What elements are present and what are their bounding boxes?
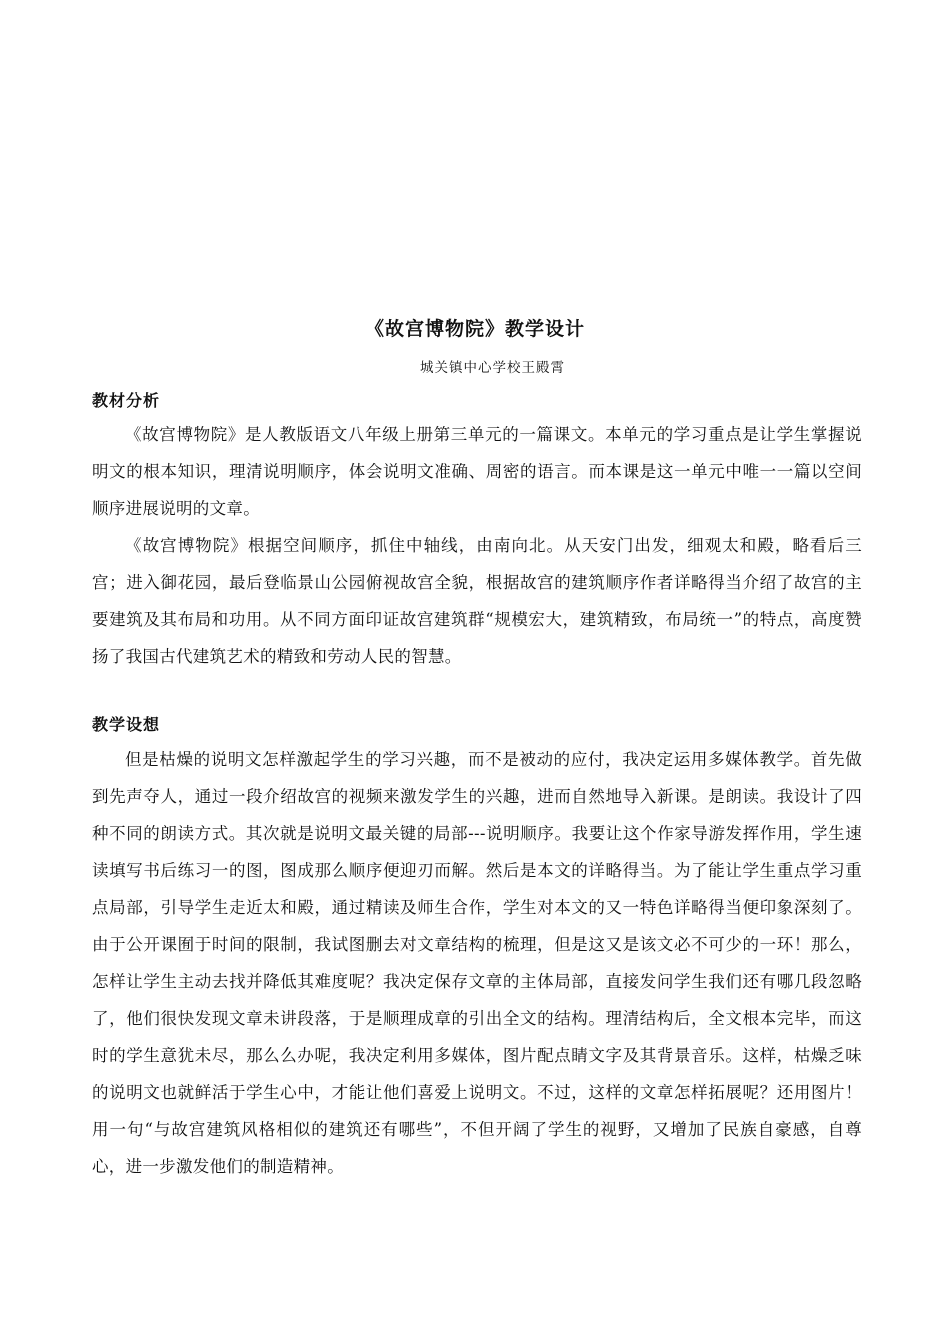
document-title: 《故宫博物院》教学设计 bbox=[364, 318, 585, 340]
author-line: 城关镇中心学校王殿霄 bbox=[420, 360, 565, 376]
section-heading-materials: 教材分析 bbox=[92, 391, 161, 410]
paragraph: 《故宫博物院》根据空间顺序，抓住中轴线，由南向北。从天安门出发，细观太和殿，略看后三宫；进入御花园，最后登临景山公园俯视故宫全貌，根据故宫的建筑顺序作者详略得当介绍了故宫的主要建筑及其布局和功用。从不同方面印证故宫建筑群“规模宏大，建筑精致，布局统一”的特点，高度赞扬了我国古代建筑艺术的精致和劳动人民的智慧。 bbox=[92, 536, 862, 666]
paragraph: 但是枯燥的说明文怎样激起学生的学习兴趣，而不是被动的应付，我决定运用多媒体教学。首先做到先声夺人，通过一段介绍故宫的视频来激发学生的兴趣，进而自然地导入新课。是朗读。我设计了四种不同的朗读方式。其次就是说明文最关键的局部---说明顺序。我要让这个作家导游发挥作用，学生速读填写书后练习一的图，图成那么顺序便迎刃而解。然后是本文的详略得当。为了能让学生重点学习重点局部，引导学生走近太和殿，通过精读及师生合作，学生对本文的又一特色详略得当便印象深刻了。由于公开课囿于时间的限制，我试图删去对文章结构的梳理，但是这又是该文必不可少的一环！那么，怎样让学生主动去找并降低其难度呢？我决定保存文章的主体局部，直接发问学生我们还有哪几段忽略了，他们很快发现文章未讲段落，于是顺理成章的引出全文的结构。理清结构后，全文根本完毕，而这时的学生意犹未尽，那么么办呢，我决定利用多媒体，图片配点睛文字及其背景音乐。这样，枯燥乏味的说明文也就鲜活于学生心中，才能让他们喜爱上说明文。不过，这样的文章怎样拓展呢？还用图片！用一句“与故宫建筑风格相似的建筑还有哪些”，不但开阔了学生的视野，又增加了民族自豪感，自尊心，进一步激发他们的制造精神。 bbox=[92, 750, 862, 1176]
section-heading-teaching: 教学设想 bbox=[92, 715, 161, 734]
paragraph: 《故宫博物院》是人教版语文八年级上册第三单元的一篇课文。本单元的学习重点是让学生掌握说明文的根本知识，理清说明顺序，体会说明文准确、周密的语言。而本课是这一单元中唯一一篇以空间顺序进展说明的文章。 bbox=[92, 425, 862, 518]
